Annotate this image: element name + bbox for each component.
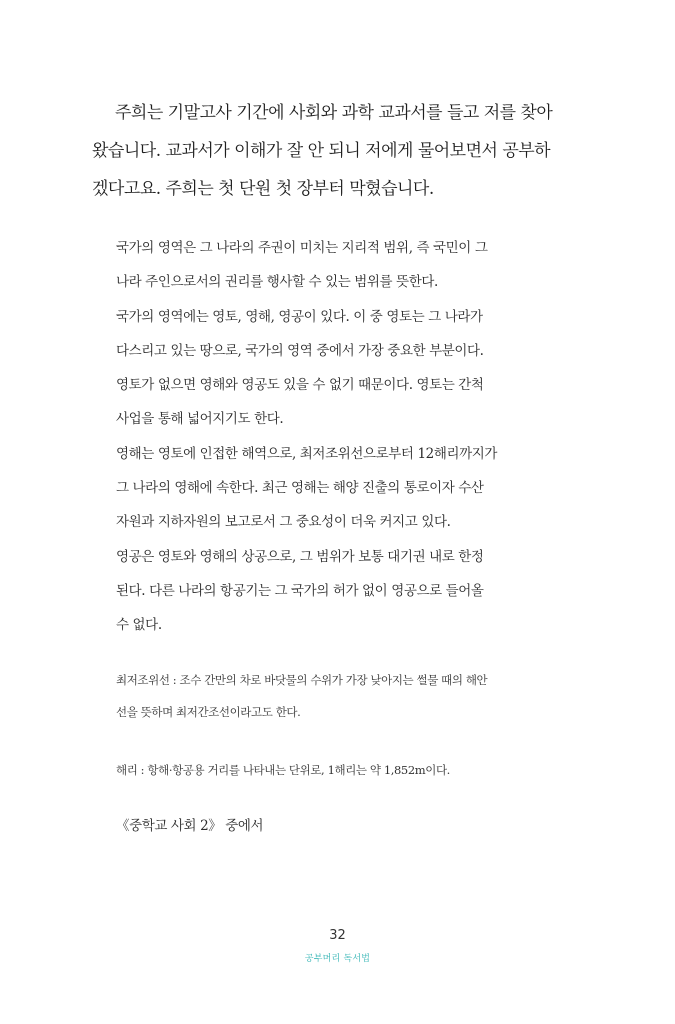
excerpt-line: 자원과 지하자원의 보고로서 그 중요성이 더욱 커지고 있다. xyxy=(116,514,451,531)
footnote-line: 최저조위선 : 조수 간만의 차로 바닷물의 수위가 가장 낮아지는 썰물 때의 해안 xyxy=(116,673,488,687)
footnote-line: 선을 뜻하며 최저간조선이라고도 한다. xyxy=(116,705,301,719)
excerpt-line: 국가의 영역에는 영토, 영해, 영공이 있다. 이 중 영토는 그 나라가 xyxy=(116,308,483,325)
textbook-excerpt xyxy=(116,231,536,643)
tide-footnote xyxy=(116,664,487,728)
excerpt-line: 사업을 통해 넓어지기도 한다. xyxy=(116,411,284,428)
intro-line: 주희는 기말고사 기간에 사회와 과학 교과서를 들고 저를 찾아 xyxy=(115,103,553,123)
intro-paragraph xyxy=(92,94,552,208)
excerpt-line: 국가의 영역은 그 나라의 주권이 미치는 지리적 범위, 즉 국민이 그 xyxy=(116,240,488,256)
page-number: 32 xyxy=(329,928,346,943)
excerpt-line: 나라 주인으로서의 권리를 행사할 수 있는 범위를 뜻한다. xyxy=(116,274,438,291)
excerpt-line: 된다. 다른 나라의 항공기는 그 국가의 허가 없이 영공으로 들어올 xyxy=(116,582,484,599)
intro-line: 겠다고요. 주희는 첫 단원 첫 장부터 막혔습니다. xyxy=(92,179,434,199)
excerpt-line: 영토가 없으면 영해와 영공도 있을 수 없기 때문이다. 영토는 간척 xyxy=(116,377,484,394)
excerpt-line: 영공은 영토와 영해의 상공으로, 그 범위가 보통 대기권 내로 한정 xyxy=(116,548,484,565)
footer-book-title: 공부머리 독서법 xyxy=(304,954,371,964)
source-citation: 《중학교 사회 2》 중에서 xyxy=(116,818,264,834)
excerpt-line: 다스리고 있는 땅으로, 국가의 영역 중에서 가장 중요한 부분이다. xyxy=(116,342,484,359)
excerpt-line: 그 나라의 영해에 속한다. 최근 영해는 해양 진출의 통로이자 수산 xyxy=(116,480,484,497)
excerpt-line: 수 없다. xyxy=(116,617,162,634)
nautical-mile-footnote: 해리 : 항해·항공용 거리를 나타내는 단위로, 1해리는 약 1,852m이다. xyxy=(116,763,450,777)
intro-line: 왔습니다. 교과서가 이해가 잘 안 되니 저에게 물어보면서 공부하 xyxy=(92,141,551,161)
excerpt-line: 영해는 영토에 인접한 해역으로, 최저조위선으로부터 12해리까지가 xyxy=(116,445,498,462)
